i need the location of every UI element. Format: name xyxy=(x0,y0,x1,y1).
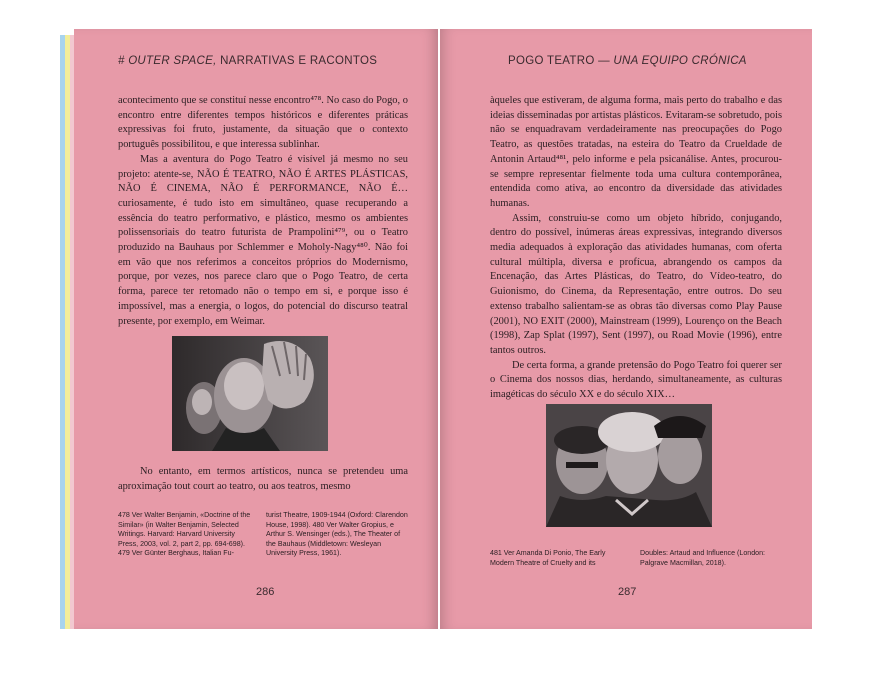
running-head-plain: POGO TEATRO — xyxy=(508,55,614,67)
right-page-number: 287 xyxy=(618,586,637,598)
running-head-italic: UNA EQUIPO CRÓNICA xyxy=(613,55,747,67)
running-head-rest: NARRATIVAS E RACONTOS xyxy=(216,55,378,67)
footnote-481-cont: Doubles: Artaud and Influence (London: Palgrave Macmillan, 2018). xyxy=(640,549,766,567)
right-page xyxy=(440,29,812,629)
left-page-number: 286 xyxy=(256,586,275,598)
running-head-italic: # OUTER SPACE, xyxy=(118,55,217,67)
right-footnote-col-2 xyxy=(640,549,780,568)
right-running-head xyxy=(508,55,747,67)
right-footnote-col-1 xyxy=(490,549,630,568)
left-paragraph-2: Mas a aventura do Pogo Teatro é visível já mesmo no seu projeto: atente-se, NÃO É TEATRO, NÃO É ARTES PLÁSTICAS, NÃO É CINEMA, NÃO É PERFORMANCE, NÃO É… curiosamente, é tudo isto em simultâneo, quase recuperando a essência do teatro performativo, e plástico, mesmo os ambientes polissensoriais do teatro futurista de Prampolini⁴⁷⁹, ou o Teatro produzido na Bauhaus por Schlemmer e Moholy-Nagy⁴⁸⁰. Não foi em vão que nos referimos a conceitos próprios do Modernismo, porque, por vezes, nos parece claro que o Pogo Teatro, de certa forma, parece ter retomado não o tempo em si, e porque isso é impossível, mas a energia, o logos, do potencial do discurso teatral presente, por exemplo, em Weimar. xyxy=(118,153,408,327)
open-book xyxy=(56,29,826,635)
left-paragraph-3: No entanto, em termos artísticos, nunca se pretendeu uma aproximação tout court ao teatro, ou aos teatros, mesmo xyxy=(118,466,408,492)
right-paragraph-2: Assim, construiu-se como um objeto híbrido, conjugando, dentro do possível, inúmeras áreas expressivas, integrando diversos media adequados à exploração das atividades humanas, com oferta cultural múltipla, diversa e profícua, abrangendo os campos da Encenação, das Artes Plásticas, do Teatro, do Vídeo-teatro, do Guionismo, do Cinema, da Representação, entre outros. Do seu extenso trabalho salientam-se as obras tão diversas como Play Pause (2001), NO EXIT (2000), Mainstream (1999), Lourenço on the Beach (1998), Zap Splat (1997), Sent (1997), ou Road Movie (1996), entre tantos outros. xyxy=(490,212,782,356)
footnote-481: 481 Ver Amanda Di Ponio, The Early Modern Theatre of Cruelty and its xyxy=(490,549,606,567)
left-running-head xyxy=(118,55,377,67)
left-body-text xyxy=(118,94,408,329)
left-paragraph-1: acontecimento que se constituí nesse encontro⁴⁷⁸. No caso do Pogo, o encontro entre diferentes tempos históricos e diferentes práticas expressivas foi fruto, justamente, da situação que o contexto português possibilitou, e que interessa sublinhar. xyxy=(118,95,408,151)
left-footnote-col-2 xyxy=(266,511,408,559)
right-paragraph-1: àqueles que estiveram, de alguma forma, mais perto do trabalho e das ideias disseminadas por artistas plásticos. Evitaram-se sobretudo, pois não se enquadravam verdadeiramente nas preocupações do Pogo Teatro, as questões tratadas, na esteira do Teatro da Crueldade de Antonin Artaud⁴⁸¹, pelo informe e pela psicanálise. Antes, procurou-se sempre representar fielmente toda uma cultura contemporânea, entendida como ativa, ao encontro da diversidade das atividades humanas. xyxy=(490,95,782,209)
left-body-text-bottom xyxy=(118,465,408,494)
left-page xyxy=(74,29,438,629)
right-body-text xyxy=(490,94,782,403)
footnotes-478-479: 478 Ver Walter Benjamin, «Doctrine of the Similar» (in Walter Benjamin, Selected Writings. Harvard: Harvard University Press, 2003, vol. 2, part 2, pp. 694-698). 479 Ver Günter Berghaus, Italian Fu- xyxy=(118,511,251,558)
right-paragraph-3: De certa forma, a grande pretensão do Pogo Teatro foi querer ser o Cinema dos nossos dias, herdando, simultaneamente, as culturas imagéticas do século XX e do século XIX… xyxy=(490,359,782,401)
photo-three-men xyxy=(546,404,712,527)
photo-man-with-hand xyxy=(172,336,328,451)
footnotes-479-480: turist Theatre, 1909-1944 (Oxford: Clarendon House, 1998). 480 Ver Walter Gropius, e Arthur S. Wensinger (eds.), The Theater of the Bauhaus (Middletown: Wesleyan University Press, 1961). xyxy=(266,511,408,558)
left-footnote-col-1 xyxy=(118,511,252,559)
